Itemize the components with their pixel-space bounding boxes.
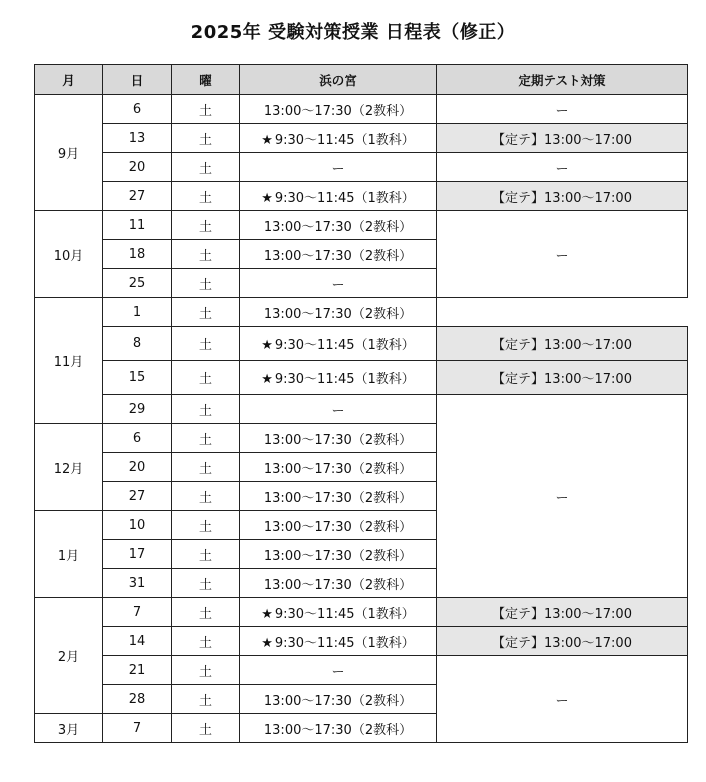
session-cell — [240, 124, 437, 153]
session-text: 9:30〜11:45（1教科） — [274, 132, 415, 148]
day-cell: 10 — [103, 511, 172, 540]
session-cell: 13:00〜17:30（2教科） — [240, 714, 437, 743]
session-cell: 13:00〜17:30（2教科） — [240, 298, 437, 327]
day-cell: 28 — [103, 685, 172, 714]
header-weekday: 曜 — [172, 65, 240, 95]
weekday-cell: 土 — [172, 327, 240, 361]
day-cell: 6 — [103, 95, 172, 124]
month-cell: 11月 — [35, 298, 103, 424]
session-cell — [240, 627, 437, 656]
weekday-cell: 土 — [172, 395, 240, 424]
weekday-cell: 土 — [172, 124, 240, 153]
day-cell: 6 — [103, 424, 172, 453]
day-cell: 31 — [103, 569, 172, 598]
header-row — [35, 65, 688, 95]
table-row — [35, 153, 688, 182]
month-cell: 9月 — [35, 95, 103, 211]
table-row — [35, 361, 688, 395]
weekday-cell: 土 — [172, 714, 240, 743]
day-cell: 14 — [103, 627, 172, 656]
table-row — [35, 656, 688, 685]
table-row — [35, 395, 688, 424]
teiki-cell: 【定テ】13:00〜17:00 — [437, 182, 688, 211]
day-cell: 7 — [103, 598, 172, 627]
session-cell — [240, 598, 437, 627]
weekday-cell: 土 — [172, 361, 240, 395]
day-cell: 18 — [103, 240, 172, 269]
session-cell: 13:00〜17:30（2教科） — [240, 685, 437, 714]
star-icon: ★ — [261, 606, 273, 622]
weekday-cell: 土 — [172, 656, 240, 685]
star-icon: ★ — [261, 338, 273, 353]
session-cell: 13:00〜17:30（2教科） — [240, 482, 437, 511]
day-cell: 11 — [103, 211, 172, 240]
star-icon: ★ — [261, 132, 273, 148]
star-icon: ★ — [261, 372, 273, 387]
header-month: 月 — [35, 65, 103, 95]
weekday-cell: 土 — [172, 540, 240, 569]
table-row — [35, 124, 688, 153]
teiki-cell: ー — [437, 95, 688, 124]
weekday-cell: 土 — [172, 627, 240, 656]
day-cell: 27 — [103, 182, 172, 211]
session-text: 9:30〜11:45（1教科） — [274, 190, 415, 206]
weekday-cell: 土 — [172, 269, 240, 298]
session-text: 9:30〜11:45（1教科） — [274, 635, 415, 651]
weekday-cell: 土 — [172, 598, 240, 627]
day-cell: 20 — [103, 153, 172, 182]
session-cell: 13:00〜17:30（2教科） — [240, 511, 437, 540]
day-cell: 15 — [103, 361, 172, 395]
table-row — [35, 298, 688, 327]
weekday-cell: 土 — [172, 240, 240, 269]
teiki-cell: ー — [437, 656, 688, 743]
table-row — [35, 211, 688, 240]
session-cell — [240, 327, 437, 361]
session-cell: 13:00〜17:30（2教科） — [240, 211, 437, 240]
header-hamanomiya: 浜の宮 — [240, 65, 437, 95]
session-cell: ー — [240, 269, 437, 298]
day-cell: 25 — [103, 269, 172, 298]
weekday-cell: 土 — [172, 153, 240, 182]
table-row — [35, 627, 688, 656]
weekday-cell: 土 — [172, 182, 240, 211]
table-row — [35, 182, 688, 211]
weekday-cell: 土 — [172, 298, 240, 327]
weekday-cell: 土 — [172, 211, 240, 240]
star-icon: ★ — [261, 190, 273, 206]
table-row — [35, 95, 688, 124]
teiki-cell: ー — [437, 211, 688, 298]
session-cell: 13:00〜17:30（2教科） — [240, 240, 437, 269]
weekday-cell: 土 — [172, 95, 240, 124]
day-cell: 17 — [103, 540, 172, 569]
session-cell: 13:00〜17:30（2教科） — [240, 424, 437, 453]
session-cell: 13:00〜17:30（2教科） — [240, 453, 437, 482]
month-cell: 12月 — [35, 424, 103, 511]
weekday-cell: 土 — [172, 424, 240, 453]
day-cell: 27 — [103, 482, 172, 511]
month-cell: 2月 — [35, 598, 103, 714]
weekday-cell: 土 — [172, 569, 240, 598]
teiki-cell: 【定テ】13:00〜17:00 — [437, 598, 688, 627]
weekday-cell: 土 — [172, 685, 240, 714]
teiki-cell: ー — [437, 153, 688, 182]
day-cell: 8 — [103, 327, 172, 361]
teiki-cell: 【定テ】13:00〜17:00 — [437, 327, 688, 361]
star-icon: ★ — [261, 635, 273, 651]
day-cell: 1 — [103, 298, 172, 327]
session-cell — [240, 182, 437, 211]
teiki-cell: 【定テ】13:00〜17:00 — [437, 124, 688, 153]
session-text: 9:30〜11:45（1教科） — [274, 606, 415, 622]
day-cell: 20 — [103, 453, 172, 482]
session-cell: 13:00〜17:30（2教科） — [240, 95, 437, 124]
session-cell — [240, 361, 437, 395]
session-text: 9:30〜11:45（1教科） — [274, 338, 415, 353]
teiki-cell: ー — [437, 395, 688, 598]
day-cell: 13 — [103, 124, 172, 153]
header-teiki: 定期テスト対策 — [437, 65, 688, 95]
session-cell: 13:00〜17:30（2教科） — [240, 540, 437, 569]
table-row — [35, 598, 688, 627]
teiki-cell: 【定テ】13:00〜17:00 — [437, 361, 688, 395]
session-cell: 13:00〜17:30（2教科） — [240, 569, 437, 598]
teiki-cell: 【定テ】13:00〜17:00 — [437, 627, 688, 656]
month-cell: 1月 — [35, 511, 103, 598]
page-title: 2025年 受験対策授業 日程表（修正） — [190, 22, 516, 43]
header-day: 日 — [103, 65, 172, 95]
session-cell: ー — [240, 656, 437, 685]
session-cell: ー — [240, 395, 437, 424]
schedule-table — [34, 64, 688, 743]
day-cell: 29 — [103, 395, 172, 424]
session-cell: ー — [240, 153, 437, 182]
session-text: 9:30〜11:45（1教科） — [274, 372, 415, 387]
weekday-cell: 土 — [172, 453, 240, 482]
weekday-cell: 土 — [172, 511, 240, 540]
day-cell: 7 — [103, 714, 172, 743]
month-cell: 10月 — [35, 211, 103, 298]
weekday-cell: 土 — [172, 482, 240, 511]
day-cell: 21 — [103, 656, 172, 685]
month-cell: 3月 — [35, 714, 103, 743]
table-row — [35, 327, 688, 361]
